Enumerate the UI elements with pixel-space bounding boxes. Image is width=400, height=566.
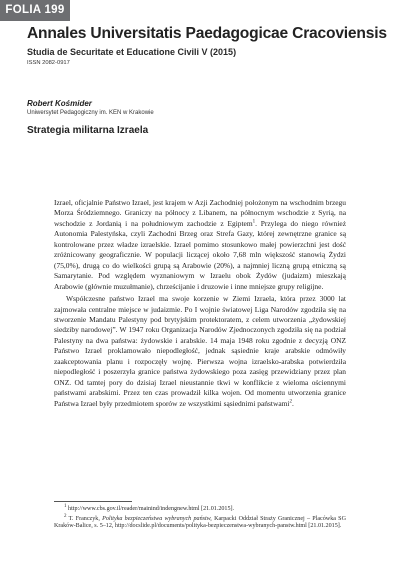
article-title: Strategia militarna Izraela xyxy=(27,125,149,136)
body-text-span: . xyxy=(291,398,294,408)
author-affiliation: Uniwersytet Pedagogiczny im. KEN w Krakowie xyxy=(27,110,154,116)
body-text-span: . Przylega do niego również Autonomia Palestyńska, czyli Zachodni Brzeg oraz Strefa Gazy, której zewnętrzne granice są kontrolowane przez władze izraelskie. Izrael pomimo stosunkowo małej powierzchni jest dość zróżnicowany geograficznie. W populacji liczącej około 7,68 mln większość stanowią Żydzi (75,0%), drugą co do wielkości grupą są Arabowie (20%), a najmniej liczną grupą etniczną są Samarytanie. Pod względem wyznaniowym w Izraelu obok Żydów (judaizm) mieszkają Arabowie (głównie muzułmanie), chrześcijanie i druzowie i inne mniejsze grupy religijne. xyxy=(54,218,346,291)
author-name: Robert Kośmider xyxy=(27,99,92,108)
footnote-2 xyxy=(54,513,346,531)
footnote-title: Polityka bezpieczeństwa wybranych państw, xyxy=(102,515,212,522)
body-text-span: Izrael, oficjalnie Państwo Izrael, jest krajem w Azji Zachodniej położonym na wschodnim brzegu Morza Śródziemnego. Graniczy na północy z Libanem, na północnym wschodzie z Syrią, na wschodzie z Jordanią i na południowym zachodzie z Egiptem xyxy=(54,198,346,228)
footnote-1 xyxy=(54,503,346,514)
footnote-ref-2[interactable]: 2 xyxy=(289,399,292,405)
issn: ISSN 2082-0917 xyxy=(27,60,70,66)
journal-subtitle: Studia de Securitate et Educatione Civili V (2015) xyxy=(27,47,237,57)
footnotes xyxy=(54,503,346,531)
footnote-number: 1 xyxy=(64,503,67,509)
body-text-span: Współczesne państwo Izrael ma swoje korzenie w Ziemi Izraela, która przez 3000 lat zajmowała centralne miejsce w judaizmie. Po I wojnie światowej Liga Narodów zgodziła się na stworzenie Mandatu Palestyny pod brytyjskim protektoratem, z celem utworzenia „żydowskiej siedziby narodowej”. W 1947 roku Organizacja Narodów Zjednoczonych zgodziła się na podział Palestyny na dwa państwa: żydowskie i arabskie. 14 maja 1948 roku zgodnie z decyzją ONZ Państwo Izrael proklamowało niepodległość, jednak sąsiednie kraje arabskie odmówiły zaakceptowania planu i rozpoczęły wojnę. Pierwsza wojna izraelsko-arabska potwierdziła niepodległość i poszerzyła granice państwa żydowskiego poza zasięg przewidziany przez plan ONZ. Od tamtej pory do dzisiaj Izrael nieustannie tkwi w konflikcie z wieloma ościennymi państwami arabskimi. Przez ten czas prowadził kilka wojen. Od momentu utworzenia granice Państwa Izrael były przedmiotem sporów ze wszystkimi sąsiednimi państwami xyxy=(54,294,346,408)
body-paragraph xyxy=(54,294,346,409)
footnote-divider xyxy=(54,501,132,502)
footnote-source[interactable]: Karpacki Oddział Straży Granicznej – Placówka SG Kraków-Balice, s. 5–12, http://docslide.pl/documents/polityka-bezpieczenstwa-wybranych-panstw.html [21.01.2015]. xyxy=(54,515,346,530)
footnote-author: T. Franczyk, xyxy=(68,515,100,522)
folio-badge: FOLIA 199 xyxy=(0,0,70,21)
body-paragraph xyxy=(54,198,346,292)
article-body xyxy=(54,198,346,409)
footnote-number: 2 xyxy=(64,513,67,519)
footnote-ref-1[interactable]: 1 xyxy=(252,219,256,225)
footnote-link[interactable]: http://www.cbs.gov.il/reader/mainind/indengnew.html [21.01.2015]. xyxy=(68,506,235,512)
journal-title: Annales Universitatis Paedagogicae Cracoviensis xyxy=(27,25,387,42)
